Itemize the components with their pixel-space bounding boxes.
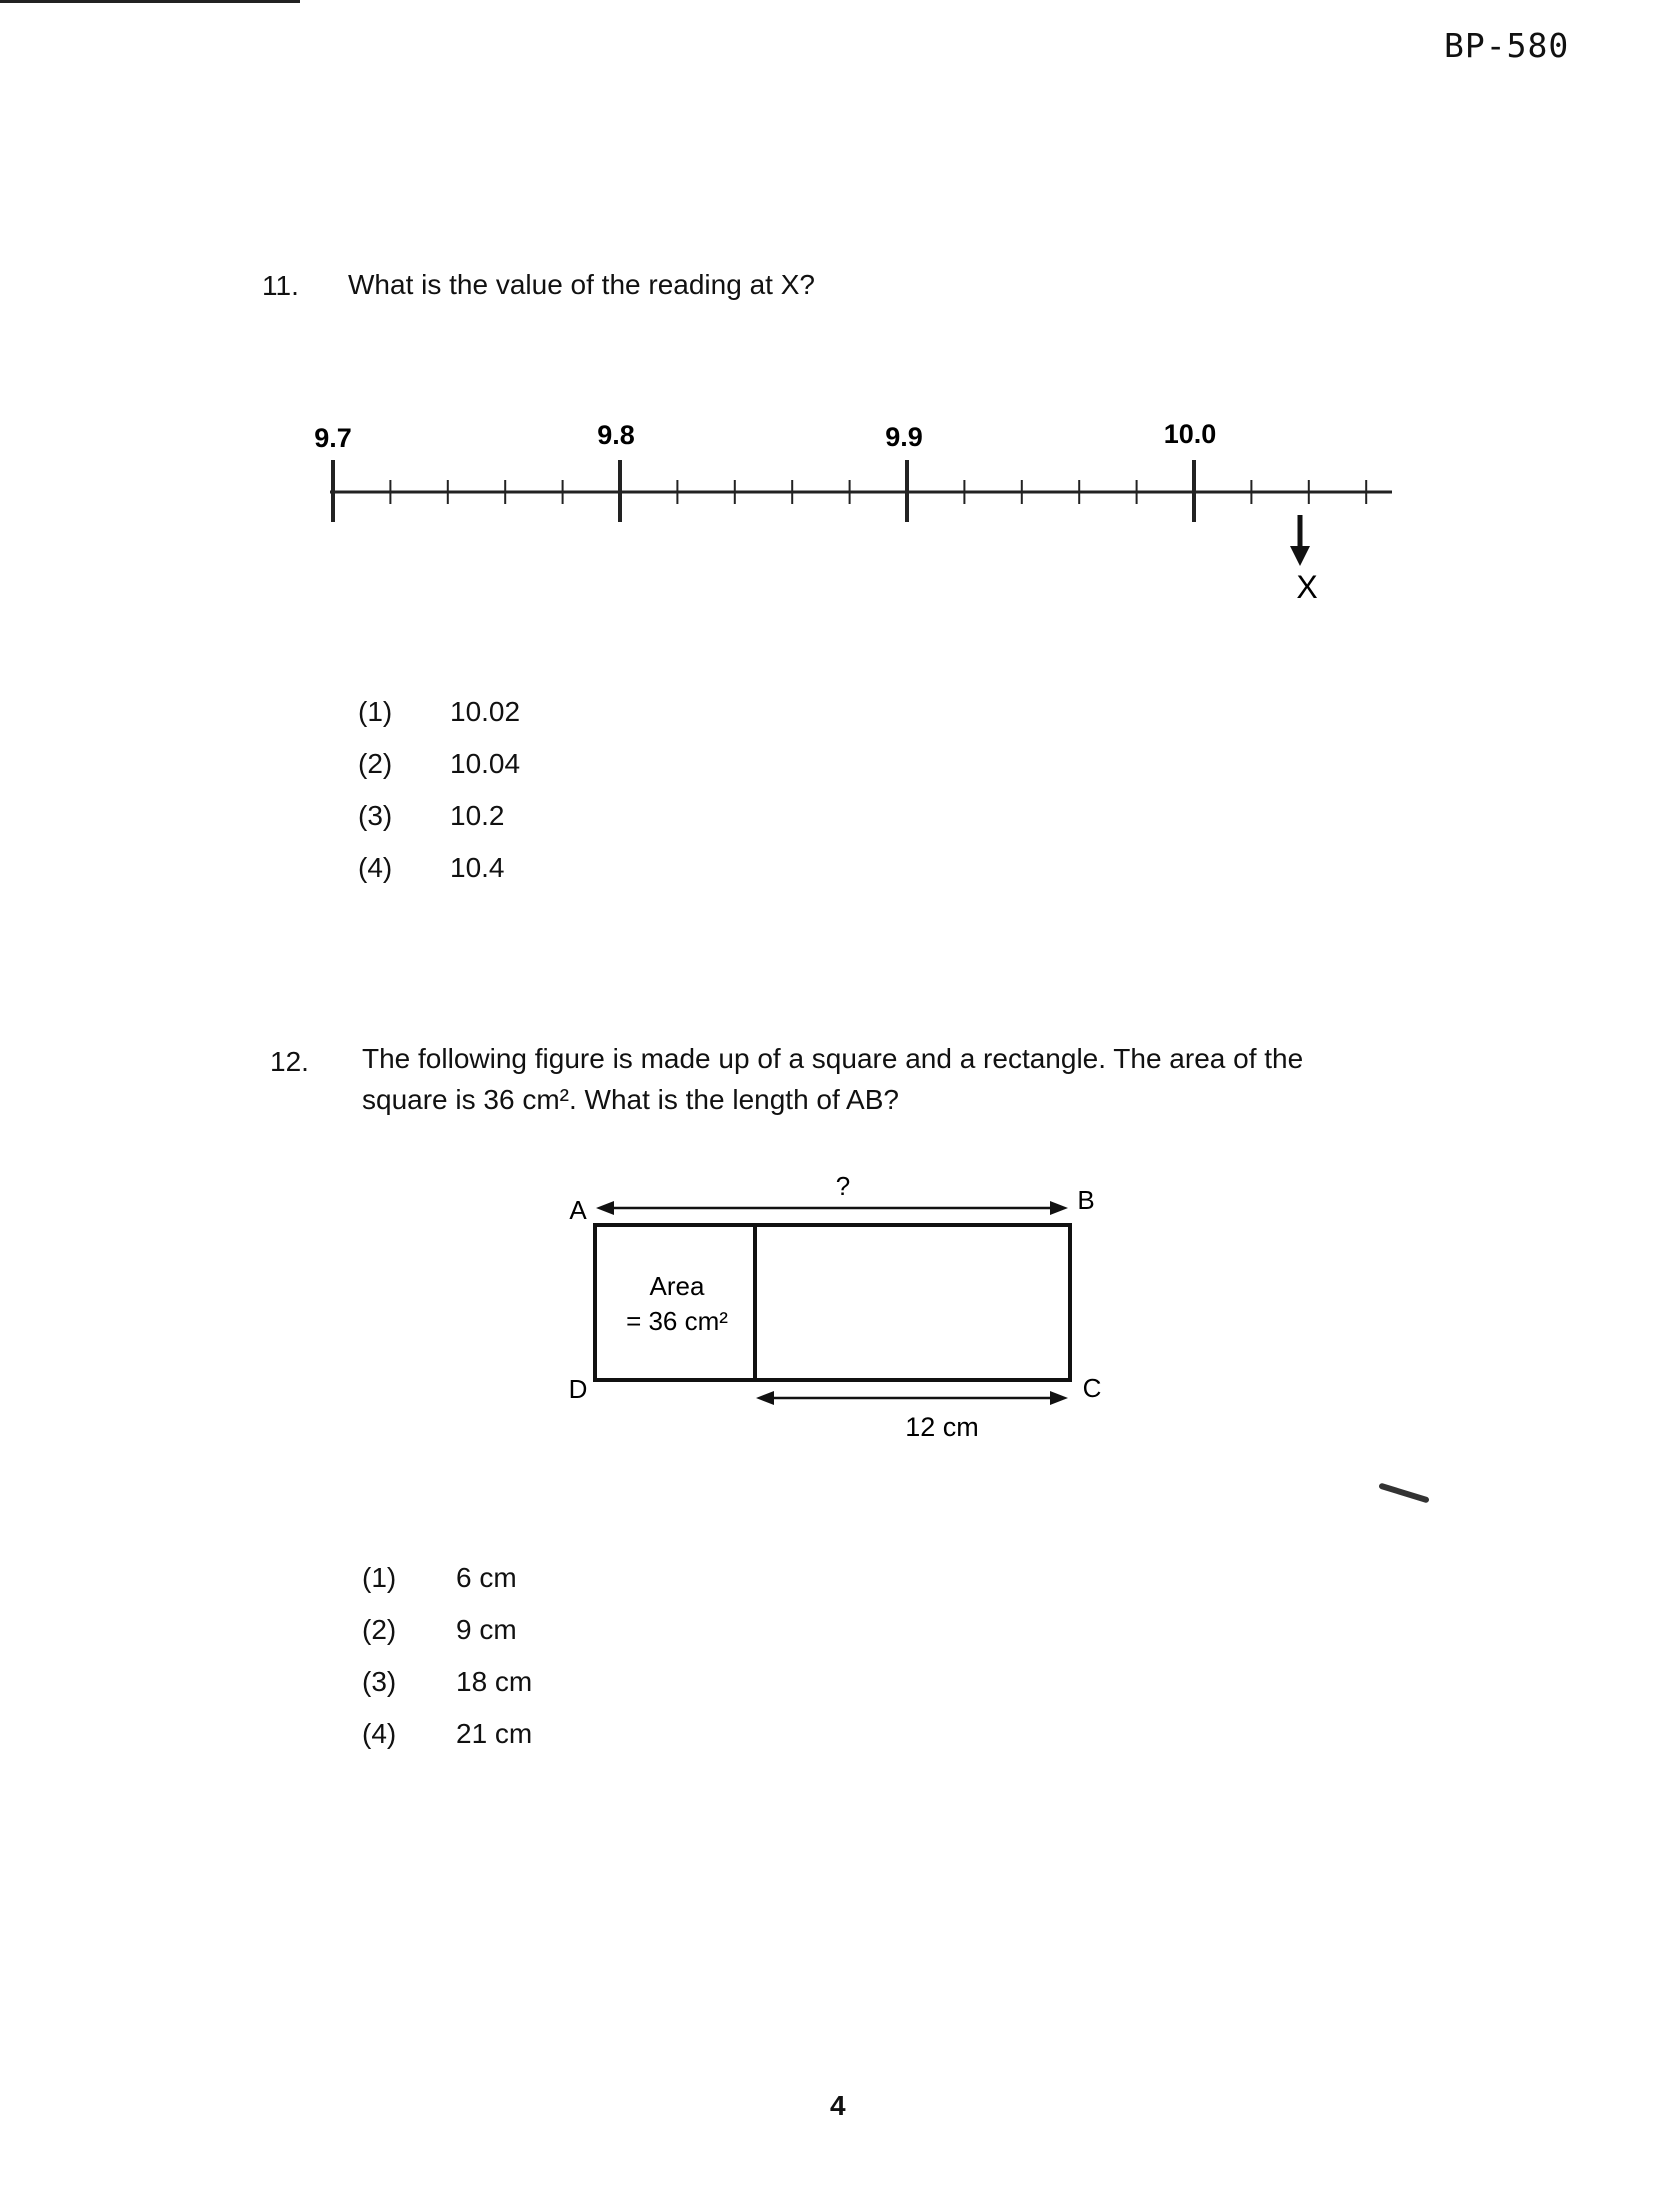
base-arrow-right-head [1050,1391,1068,1405]
document-code: BP-580 [1444,26,1570,65]
x-arrow-head [1290,546,1310,566]
question-11-number: 11. [262,270,299,301]
square-area-label-line-2: = 36 cm² [626,1306,728,1336]
scale-label-9-9: 9.9 [885,422,923,452]
page-number: 4 [830,2090,846,2121]
base-arrow-left-head [756,1391,774,1405]
option-value: 6 cm [456,1562,517,1593]
option-number: (1) [362,1562,397,1593]
vertex-b-label: B [1077,1185,1095,1215]
option-value: 18 cm [456,1666,533,1697]
scale-label-9-8: 9.8 [597,420,635,450]
vertex-a-label: A [569,1195,587,1225]
ab-arrow-left-head [596,1201,614,1215]
option-number: (4) [362,1718,397,1749]
square-area-label-line-1: Area [649,1271,705,1301]
scale-label-9-7: 9.7 [314,423,352,453]
question-12-number: 12. [270,1046,309,1077]
option-number: (4) [358,852,393,883]
ab-arrow-right-head [1050,1201,1068,1215]
option-value: 10.04 [450,748,521,779]
option-number: (2) [362,1614,397,1645]
x-marker-label: X [1296,569,1318,605]
option-value: 10.2 [450,800,505,831]
option-value: 10.02 [450,696,521,727]
question-12-text-line-2: square is 36 cm². What is the length of AB? [362,1084,899,1115]
pen-mark [1378,1483,1429,1504]
question-12-text-line-1: The following figure is made up of a square and a rectangle. The area of the [362,1043,1304,1074]
scale-ticks [333,460,1366,522]
unknown-length-label: ? [835,1171,851,1201]
outer-rectangle [595,1225,1070,1380]
vertex-d-label: D [568,1374,588,1404]
option-number: (3) [358,800,393,831]
option-value: 10.4 [450,852,505,883]
option-number: (2) [358,748,393,779]
vertex-c-label: C [1082,1373,1102,1403]
option-value: 9 cm [456,1614,517,1645]
option-number: (1) [358,696,393,727]
base-length-label: 12 cm [905,1412,979,1442]
option-value: 21 cm [456,1718,533,1749]
option-number: (3) [362,1666,397,1697]
scale-label-10-0: 10.0 [1163,419,1217,449]
question-11-text: What is the value of the reading at X? [348,269,815,300]
top-rule [0,0,300,3]
